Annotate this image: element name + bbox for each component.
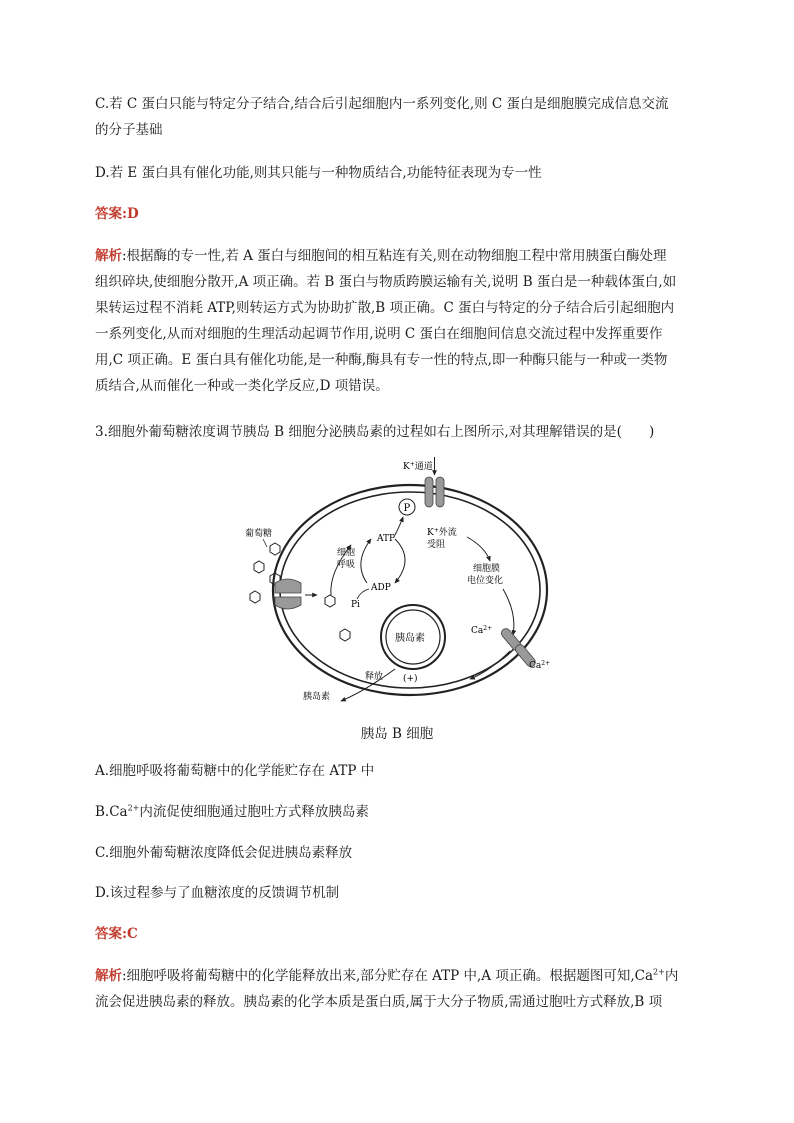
k-out-label-2: 受阻 [427,540,446,550]
analysis-1-line6: 质结合,从而催化一种或一类化学反应,D 项错误。 [95,378,389,394]
atp-to-channel-arrow [395,517,403,535]
answer-1 [95,201,705,227]
answer-value: D [126,206,139,222]
analysis-1-line2: 组织碎块,使细胞分散开,A 项正确。若 B 蛋白与物质跨膜运输有关,说明 B 蛋白是一种载体蛋白,如 [95,274,677,290]
pi-label: Pi [351,600,360,610]
pi-arrow [357,589,369,599]
phosphate-label: P [403,503,411,514]
analysis-1-line1 [95,243,705,269]
k-channel-label: K+通道 [403,461,433,472]
answer-2-value: C [126,926,138,942]
option-3b-pre: B.Ca [95,804,128,820]
option-c-line2: 的分子基础 [95,122,163,138]
analysis-2-sup: 2+ [653,967,665,977]
plus-label: (+) [403,674,418,684]
membrane-to-ca-arrow [503,589,514,635]
analysis-2-post: 内 [664,968,679,984]
analysis-label: 解析 [95,248,122,264]
analysis-1-line3: 果转运过程不消耗 ATP,则转运方式为协助扩散,B 项正确。C 蛋白与特定的分子结合后引起细胞内 [95,300,675,316]
beta-cell-diagram [245,455,565,705]
insulin-vesicle-label: 胰岛素 [395,633,425,644]
option-3b-sup: 2+ [127,803,140,813]
answer-2 [95,921,705,947]
membrane-label-1: 细胞膜 [473,564,501,574]
option-c-line1: C.若 C 蛋白只能与特定分子结合,结合后引起细胞内一系列变化,则 C 蛋白是细胞膜完成信息交流 [95,96,669,112]
release-label: 释放 [365,672,384,682]
question-3: 3.细胞外葡萄糖浓度调节胰岛 B 细胞分泌胰岛素的过程如右上图所示,对其理解错误的是( ) [95,424,655,440]
atp-adp-arc [395,539,405,583]
analysis-text: :根据酶的专一性,若 A 蛋白与细胞间的相互粘连有关,则在动物细胞工程中常用胰蛋白酶处理 [122,248,667,264]
k-to-membrane-arrow [467,537,490,561]
option-3b [95,799,705,825]
glucose-pointer [263,539,267,547]
analysis-2-label: 解析 [95,968,122,984]
answer-2-sep: : [122,926,127,942]
respiration-label-1: 细胞 [337,548,356,558]
answer-sep: : [122,206,127,222]
atp-label: ATP [377,534,396,544]
figure-caption: 胰岛 B 细胞 [360,726,434,742]
analysis-2-line1 [95,963,705,989]
option-3a: A.细胞呼吸将葡萄糖中的化学能贮存在 ATP 中 [95,763,375,779]
adp-atp-arc [361,539,371,583]
k-out-label: K+外流 [427,527,457,538]
answer-2-label: 答案 [95,926,122,942]
analysis-2-line2: 流会促进胰岛素的释放。胰岛素的化学本质是蛋白质,属于大分子物质,需通过胞吐方式释放,B 项 [95,994,663,1010]
glucose-transporter-icon [275,579,317,609]
analysis-1-line4: 一系列变化,从而对细胞的生理活动起调节作用,说明 C 蛋白在细胞间信息交流过程中发挥重要作 [95,326,663,342]
option-3d: D.该过程参与了血糖浓度的反馈调节机制 [95,885,340,901]
ca-inside-label: $Ca^{2+}$ [471,625,493,636]
insulin-out-label: 胰岛素 [303,692,331,702]
analysis-1-line5: 用,C 项正确。E 蛋白具有催化功能,是一种酶,酶具有专一性的特点,即一种酶只能与一种或一类物 [95,352,668,368]
respiration-label-2: 呼吸 [337,560,356,570]
adp-label: ADP [371,583,391,593]
analysis-2-text: :细胞呼吸将葡萄糖中的化学能释放出来,部分贮存在 ATP 中,A 项正确。根据题图可知,Ca [122,968,654,984]
option-3c: C.细胞外葡萄糖浓度降低会促进胰岛素释放 [95,845,353,861]
option-d: D.若 E 蛋白具有催化功能,则其只能与一种物质结合,功能特征表现为专一性 [95,165,542,181]
ca-outside-label: $Ca^{2+}$ [529,660,551,671]
option-3b-post: 内流促使细胞通过胞吐方式释放胰岛素 [139,804,369,820]
glucose-label: 葡萄糖 [245,529,273,539]
answer-label: 答案 [95,206,122,222]
membrane-label-2: 电位变化 [467,576,504,586]
